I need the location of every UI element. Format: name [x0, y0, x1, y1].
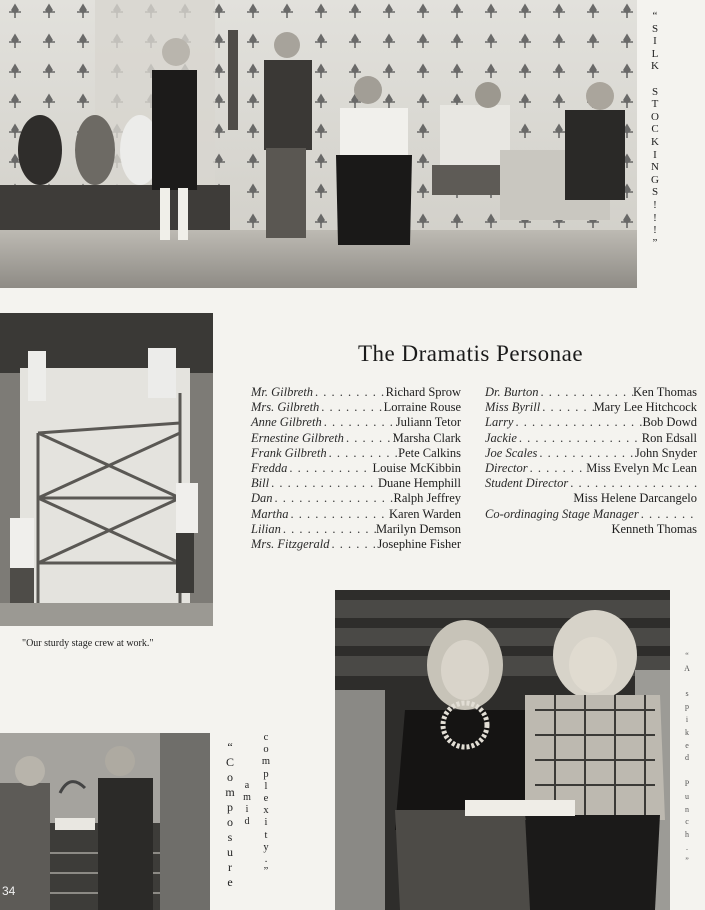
actor-name: Karen Warden	[389, 506, 461, 521]
cast-entry	[251, 385, 461, 400]
cast-entry	[251, 522, 461, 537]
dot-leader	[327, 446, 399, 461]
role-name: Mrs. Gilbreth	[251, 400, 320, 415]
cast-entry	[251, 415, 461, 430]
role-name: Fredda	[251, 461, 288, 476]
cast-entry	[485, 476, 697, 491]
role-name: Anne Gilbreth	[251, 415, 322, 430]
dot-leader	[287, 461, 372, 476]
cast-entry	[485, 461, 697, 476]
actor-name: Lorraine Rouse	[383, 400, 461, 415]
cast-entry	[485, 507, 697, 522]
composure-side-quote-part-3: c o m p l e x i t y . ”	[261, 732, 271, 878]
actor-name: Pete Calkins	[398, 445, 461, 460]
cast-entry	[485, 385, 697, 400]
dot-leader	[517, 431, 642, 446]
cast-entry	[251, 400, 461, 415]
composure-side-quote-part-1: “ C o m p o s u r e	[225, 740, 235, 889]
dot-leader	[313, 385, 386, 400]
role-name: Mrs. Fitzgerald	[251, 537, 330, 552]
dot-leader	[269, 476, 378, 491]
dot-leader	[537, 446, 634, 461]
spiked-punch-side-quote: “ A s p i k e d P u n c h . ”	[684, 651, 690, 865]
cast-entry	[251, 507, 461, 522]
role-name: Dan	[251, 491, 273, 506]
role-name: Larry	[485, 415, 514, 430]
role-name: Co-ordinaging Stage Manager	[485, 506, 639, 521]
actor-name: Juliann Tetor	[395, 415, 461, 430]
role-name: Miss Byrill	[485, 400, 541, 415]
dot-leader	[540, 400, 593, 415]
actor-name: Miss Evelyn Mc Lean	[586, 461, 697, 476]
cast-list-column-2	[485, 385, 697, 537]
dot-leader	[538, 385, 633, 400]
cast-entry	[251, 537, 461, 552]
actor-name: Bob Dowd	[642, 415, 697, 430]
cast-entry	[251, 431, 461, 446]
actor-name: Josephine Fisher	[377, 537, 461, 552]
cast-entry	[485, 400, 697, 415]
cast-entry	[485, 446, 697, 461]
actor-name: Marilyn Demson	[375, 521, 461, 536]
cast-entry	[251, 446, 461, 461]
silk-stockings-side-quote: “ S I L K S T O C K I N G S ! ! ! ”	[651, 10, 659, 249]
role-name: Mr. Gilbreth	[251, 385, 314, 399]
actor-name: Richard Sprow	[385, 385, 461, 399]
dot-leader	[281, 522, 376, 537]
dot-leader	[344, 431, 393, 446]
dot-leader	[329, 537, 377, 552]
role-name: Dr. Burton	[485, 385, 539, 399]
cast-entry	[251, 461, 461, 476]
role-name: Joe Scales	[485, 445, 538, 460]
dot-leader	[273, 491, 394, 506]
actor-name: Marsha Clark	[392, 430, 461, 445]
actor-name: Kenneth Thomas	[611, 521, 697, 536]
actor-name: Ralph Jeffrey	[393, 491, 461, 506]
composure-side-quote-part-2: a m i d	[243, 780, 251, 827]
actor-name: Miss Helene Darcangelo	[573, 491, 697, 506]
cast-entry	[251, 476, 461, 491]
stage-scene-photo	[0, 0, 637, 288]
dot-leader	[319, 400, 383, 415]
actor-name: Mary Lee Hitchcock	[593, 400, 697, 415]
dot-leader	[568, 476, 697, 491]
role-name: Director	[485, 461, 528, 476]
dot-leader	[528, 461, 587, 476]
role-name: Lilian	[251, 521, 281, 536]
role-name: Martha	[251, 506, 289, 521]
control-booth-photo	[0, 733, 210, 910]
stage-crew-photo	[0, 313, 213, 626]
dot-leader	[639, 507, 697, 522]
dot-leader	[322, 415, 396, 430]
cast-entry	[485, 415, 697, 430]
cast-entry	[485, 491, 697, 506]
page-number: 34	[2, 884, 16, 898]
cast-entry	[485, 522, 697, 537]
cast-entry	[485, 431, 697, 446]
cast-list-column-1	[251, 385, 461, 552]
directors-seated-photo	[335, 590, 670, 910]
dot-leader	[289, 507, 390, 522]
role-name: Ernestine Gilbreth	[251, 430, 344, 445]
role-name: Student Director	[485, 476, 569, 491]
stage-crew-caption: "Our sturdy stage crew at work."	[22, 638, 154, 649]
cast-entry	[251, 491, 461, 506]
role-name: Frank Gilbreth	[251, 445, 327, 460]
cast-heading: The Dramatis Personae	[358, 341, 584, 366]
role-name: Jackie	[485, 430, 517, 445]
actor-name: Louise McKibbin	[372, 461, 461, 476]
actor-name: John Snyder	[634, 445, 697, 460]
actor-name: Duane Hemphill	[378, 476, 461, 491]
actor-name: Ron Edsall	[641, 430, 697, 445]
actor-name: Ken Thomas	[633, 385, 697, 399]
role-name: Bill	[251, 476, 270, 491]
dot-leader	[513, 415, 642, 430]
